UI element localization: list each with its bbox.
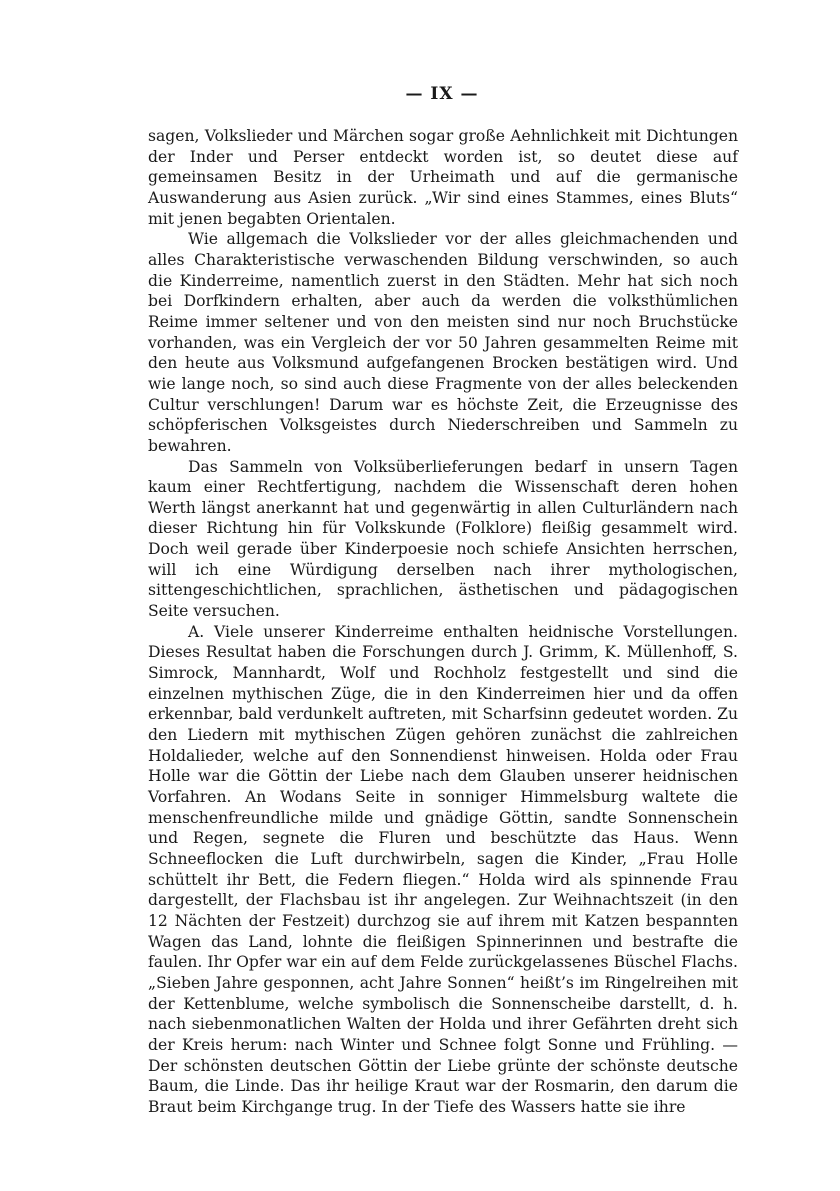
paragraph-2: Wie allgemach die Volkslieder vor der alles gleichmachenden und alles Charakteristische verwaschenden Bildung verschwinden, so auch die Kinderreime, namentlich zuerst in den Städten. Mehr hat sich noch bei Dorfkindern erhalten, aber auch da werden die volksthümlichen Reime immer seltener und von den meisten sind nur noch Bruchstücke vorhanden, was ein Vergleich der vor 50 Jahren gesammelten Reime mit den heute aus Volksmund aufgefangenen Brocken bestätigen wird. Und wie lange noch, so sind auch diese Fragmente von der alles beleckenden Cultur verschlungen! Darum war es höchste Zeit, die Erzeugnisse des schöpferischen Volksgeistes durch Niederschreiben und Sammeln zu bewahren. xyxy=(148,230,738,455)
paragraph-1: sagen, Volkslieder und Märchen sogar große Aehnlichkeit mit Dichtungen der Inder und Perser entdeckt worden ist, so deutet diese auf gemeinsamen Besitz in der Urheimath und auf die germanische Auswanderung aus Asien zurück. „Wir sind eines Stammes, eines Bluts“ mit jenen begabten Orientalen. xyxy=(148,127,738,228)
body-text xyxy=(148,126,738,1118)
paragraph-3: Das Sammeln von Volksüberlieferungen bedarf in unsern Tagen kaum einer Rechtfertigung, nachdem die Wissenschaft deren hohen Werth längst anerkannt hat und gegenwärtig in allen Culturländern nach dieser Richtung hin für Volkskunde (Folklore) fleißig gesammelt wird. Doch weil gerade über Kinderpoesie noch schiefe Ansichten herrschen, will ich eine Würdigung derselben nach ihrer mythologischen, sittengeschichtlichen, sprachlichen, ästhetischen und pädagogischen Seite versuchen. xyxy=(148,457,738,621)
page-number: — IX — xyxy=(405,84,479,104)
paragraph-4: A. Viele unserer Kinderreime enthalten heidnische Vorstellungen. Dieses Resultat haben die Forschungen durch J. Grimm, K. Müllenhoff, S. Simrock, Mannhardt, Wolf und Rochholz festgestellt und sind die einzelnen mythischen Züge, die in den Kinderreimen hier und da offen erkennbar, bald verdunkelt auftreten, mit Scharfsinn gedeutet worden. Zu den Liedern mit mythischen Zügen gehören zunächst die zahlreichen Holdalieder, welche auf den Sonnendienst hinweisen. Holda oder Frau Holle war die Göttin der Liebe nach dem Glauben unserer heidnischen Vorfahren. An Wodans Seite in sonniger Himmelsburg waltete die menschenfreundliche milde und gnädige Göttin, sandte Sonnenschein und Regen, segnete die Fluren und beschützte das Haus. Wenn Schneeflocken die Luft durchwirbeln, sagen die Kinder, „Frau Holle schüttelt ihr Bett, die Federn fliegen.“ Holda wird als spinnende Frau dargestellt, der Flachsbau ist ihr angelegen. Zur Weihnachtszeit (in den 12 Nächten der Festzeit) durchzog sie auf ihrem mit Katzen bespannten Wagen das Land, lohnte die fleißigen Spinnerinnen und bestrafte die faulen. Ihr Opfer war ein auf dem Felde zurückgelassenes Büschel Flachs. „Sieben Jahre gesponnen, acht Jahre Sonnen“ heißt’s im Ringelreihen mit der Kettenblume, welche symbolisch die Sonnenscheibe darstellt, d. h. nach siebenmonatlichen Walten der Holda und ihrer Gefährten dreht sich der Kreis herum: nach Winter und Schnee folgt Sonne und Frühling. — Der schönsten deutschen Göttin der Liebe grünte der schönste deutsche Baum, die Linde. Das ihr heilige Kraut war der Rosmarin, den darum die Braut beim Kirchgange trug. In der Tiefe des Wassers hatte sie ihre xyxy=(148,622,738,1116)
